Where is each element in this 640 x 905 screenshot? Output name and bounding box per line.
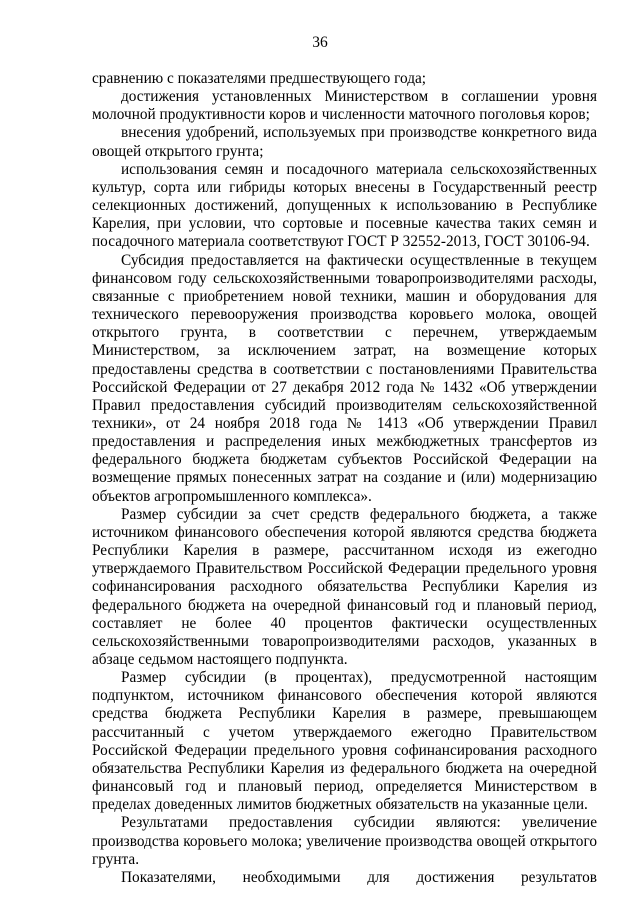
paragraph-regional-subsidy-size: Размер субсидии (в процентах), предусмотренной настоящим подпунктом, источником финансового обеспечения которой являются средства бюджета Республики Карелия в размере, превышающем рассчитанный с учетом утверждаемого ежегодно Правительством Российской Федерации предельного уровня софинансирования расходного обязательства Республики Карелия из федерального бюджета на очередной финансовый год и плановый период, определяется Министерством в пределах доведенных лимитов бюджетных обязательств на указанные цели. bbox=[92, 669, 597, 814]
paragraph-subsidy-provision: Субсидия предоставляется на фактически осуществленные в текущем финансовом году сельскохозяйственными товаропроизводителями расходы, связанные с приобретением новой техники, машин и оборудования для технического перевооружения производства коровьего молока, овощей открытого грунта, в соответствии с перечнем, утверждаемым Министерством, за исключением затрат, на возмещение которых предоставлены средства в соответствии с постановлениями Правительства Российской Федерации от 27 декабря 2012 года № 1432 «Об утверждении Правил предоставления субсидий производителям сельскохозяйственной техники», от 24 ноября 2018 года № 1413 «Об утверждении Правил предоставления и распределения иных межбюджетных трансфертов из федерального бюджета бюджетам субъектов Российской Федерации на возмещение прямых понесенных затрат на создание и (или) модернизацию объектов агропромышленного комплекса». bbox=[92, 251, 597, 505]
body-text bbox=[92, 70, 597, 887]
paragraph-fertilizers: внесения удобрений, используемых при производстве конкретного вида овощей открытого грунта; bbox=[92, 124, 597, 160]
paragraph-indicators: Показателями, необходимыми для достижения результатов bbox=[121, 868, 597, 886]
paragraph-continuation: сравнению с показателями предшествующего года; bbox=[92, 70, 427, 87]
paragraph-results: Результатами предоставления субсидии являются: увеличение производства коровьего молока; увеличение производства овощей открытого грунта. bbox=[92, 814, 597, 868]
paragraph-federal-subsidy-size: Размер субсидии за счет средств федерального бюджета, а также источником финансового обеспечения которой являются средства бюджета Республики Карелия в размере, рассчитанном исходя из ежегодно утверждаемого Правительством Российской Федерации предельного уровня софинансирования расходного обязательства Республики Карелия из федерального бюджета на очередной финансовый год и плановый период, составляет не более 40 процентов фактически осуществленных сельскохозяйственными товаропроизводителями расходов, указанных в абзаце седьмом настоящего подпункта. bbox=[92, 505, 597, 668]
page-number: 36 bbox=[312, 34, 328, 51]
paragraph-milk-productivity: достижения установленных Министерством в соглашении уровня молочной продуктивности коров и численности маточного поголовья коров; bbox=[92, 88, 597, 124]
paragraph-seeds: использования семян и посадочного материала сельскохозяйственных культур, сорта или гибриды которых внесены в Государственный реестр селекционных достижений, допущенных к использованию в Республике Карелия, при условии, что сортовые и посевные качества таких семян и посадочного материала соответствуют ГОСТ Р 32552-2013, ГОСТ 30106-94. bbox=[92, 160, 597, 251]
